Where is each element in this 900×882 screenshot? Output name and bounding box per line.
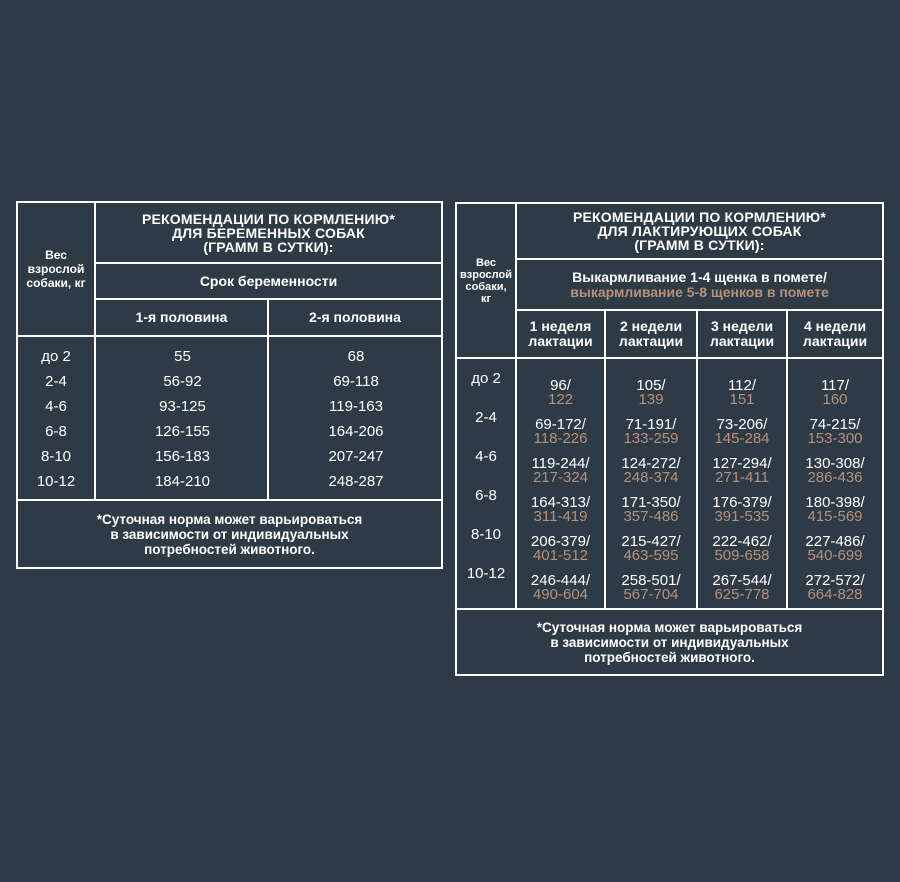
pregnant-feeding-table [16,201,443,569]
table-row [16,444,443,469]
week-header-line2: лактации [528,333,593,349]
note-cell [16,499,443,569]
value-5-8-puppies: 625-778 [714,585,770,603]
value-5-8-puppies: 286-436 [807,468,863,486]
value-cell [623,412,678,451]
value-cell [621,451,680,490]
value-5-8-puppies: 139 [638,390,664,408]
weight-cell: 8-10 [40,448,72,465]
note-line-3: потребностей животного. [584,649,755,665]
value-cell [805,490,864,529]
value-1-4-puppies: 112/ [727,376,757,394]
body-week-col-1 [515,357,606,610]
value-1-4-puppies: 74-215/ [809,415,861,433]
value-5-8-puppies: 567-704 [623,585,679,603]
week-header-1 [515,309,606,359]
note-line-1: *Суточная норма может варьироваться [536,619,803,635]
weight-cell: 6-8 [45,423,67,440]
first-half-cell: 184-210 [154,473,211,490]
value-cell [712,490,771,529]
week-header-line2: лактации [709,333,775,349]
title-line-2: ДЛЯ ЛАКТИРУЮЩИХ СОБАК [597,223,802,239]
body-week-col-3 [696,357,788,610]
week-header-line1: 4 недели [803,318,867,334]
week-header-line1: 1 неделя [529,318,592,334]
title-line-3: (ГРАММ В СУТКИ): [634,237,765,253]
value-1-4-puppies: 105/ [636,376,666,394]
note-line-2: в зависимости от индивидуальных [550,634,789,650]
table-row [16,419,443,444]
first-half-cell: 93-125 [159,398,206,415]
value-cell [531,529,590,568]
lactating-feeding-table [455,202,884,676]
value-cell [531,451,589,490]
value-1-4-puppies: 267-544/ [712,571,772,589]
weight-cell: 4-6 [45,398,67,415]
value-5-8-puppies: 271-411 [715,468,769,486]
col1-header: 1-я половина [135,309,228,325]
value-5-8-puppies: 248-374 [623,468,679,486]
value-5-8-puppies: 463-595 [623,546,679,564]
body-week-col-4 [786,357,884,610]
value-1-4-puppies: 227-486/ [805,532,865,550]
value-cell [712,451,771,490]
litter-line-2: выкармливание 5-8 щенков в помете [570,283,829,300]
value-1-4-puppies: 124-272/ [621,454,681,472]
title-cell [515,202,884,260]
table-row [16,344,443,369]
value-5-8-puppies: 401-512 [532,546,589,564]
week-header-line2: лактации [802,333,868,349]
value-cell [636,373,665,412]
value-5-8-puppies: 145-284 [714,429,770,447]
table-row [16,469,443,494]
period-header: Срок беременности [199,272,338,289]
note-line-1: *Суточная норма может варьироваться [96,511,363,527]
value-5-8-puppies: 133-259 [623,429,679,447]
value-1-4-puppies: 258-501/ [621,571,681,589]
value-1-4-puppies: 96/ [550,376,571,394]
title-line-3: (ГРАММ В СУТКИ): [203,238,334,255]
week-header-line2: лактации [618,333,684,349]
col2-header: 2-я половина [309,309,401,325]
weight-cell: 4-6 [475,448,497,465]
value-5-8-puppies: 217-324 [532,468,589,486]
value-5-8-puppies: 160 [822,390,848,408]
value-cell [728,373,756,412]
value-5-8-puppies: 540-699 [807,546,863,564]
value-1-4-puppies: 127-294/ [712,454,772,472]
value-1-4-puppies: 272-572/ [805,571,865,589]
value-1-4-puppies: 130-308/ [805,454,865,472]
weight-cell: 2-4 [475,409,497,426]
note-line-3: потребностей животного. [144,541,315,557]
weight-header-cell [455,202,517,359]
title-cell [94,201,443,264]
value-5-8-puppies: 415-569 [807,507,863,525]
first-half-cell: 55 [174,348,191,365]
value-cell [531,568,590,607]
table-row [16,369,443,394]
value-5-8-puppies: 118-226 [533,429,588,447]
value-1-4-puppies: 119-244/ [531,454,590,472]
value-cell [807,412,862,451]
week-header-3 [696,309,788,359]
pregnant-data-rows [16,344,443,494]
value-5-8-puppies: 122 [547,390,574,408]
period-header-cell [94,262,443,300]
first-half-cell: 56-92 [163,373,202,390]
note-line-2: в зависимости от индивидуальных [110,526,349,542]
litter-header-cell [515,258,884,311]
weight-labels [455,371,517,605]
value-cell [712,568,771,607]
second-half-cell: 248-287 [328,473,384,490]
body-week-col-2 [604,357,698,610]
first-half-cell: 126-155 [154,423,211,440]
value-5-8-puppies: 391-535 [714,507,770,525]
value-cell [805,568,864,607]
value-1-4-puppies: 171-350/ [621,493,681,511]
value-1-4-puppies: 206-379/ [530,532,591,550]
value-5-8-puppies: 357-486 [623,507,679,525]
value-cell [621,568,680,607]
weight-header: Вес взрослой собаки, кг [26,248,86,290]
value-1-4-puppies: 164-313/ [530,493,591,511]
weight-cell: 8-10 [470,526,502,543]
value-5-8-puppies: 509-658 [714,546,770,564]
weight-cell: до 2 [41,348,71,365]
value-5-8-puppies: 311-419 [533,507,588,525]
value-1-4-puppies: 176-379/ [712,493,772,511]
value-1-4-puppies: 73-206/ [716,415,768,433]
weight-header: Вес взрослой собаки, кг [460,256,512,305]
second-half-cell: 207-247 [328,448,384,465]
value-cell [621,529,680,568]
value-cell [805,451,864,490]
week-header-4 [786,309,884,359]
value-cell [621,490,680,529]
second-half-cell: 119-163 [329,398,383,415]
weight-cell: 6-8 [475,487,497,504]
value-cell [548,373,573,412]
weight-cell: 2-4 [45,373,67,390]
weight-cell: 10-12 [36,473,76,490]
value-cell [712,529,771,568]
value-1-4-puppies: 215-427/ [621,532,681,550]
value-1-4-puppies: 180-398/ [805,493,865,511]
value-cell [805,529,864,568]
title-line-1: РЕКОМЕНДАЦИИ ПО КОРМЛЕНИЮ* [141,210,396,227]
second-half-cell: 69-118 [333,373,379,390]
value-5-8-puppies: 151 [729,390,755,408]
col1-header-cell [94,298,269,337]
second-half-cell: 68 [347,348,365,365]
second-half-cell: 164-206 [328,423,384,440]
value-1-4-puppies: 222-462/ [712,532,772,550]
value-cell [531,490,590,529]
week-header-line1: 2 недели [619,318,683,334]
title-line-1: РЕКОМЕНДАЦИИ ПО КОРМЛЕНИЮ* [572,209,827,225]
first-half-cell: 156-183 [154,448,211,465]
value-1-4-puppies: 246-444/ [530,571,591,589]
title-line-2: ДЛЯ БЕРЕМЕННЫХ СОБАК [172,224,365,241]
value-cell [534,412,588,451]
value-cell [821,373,849,412]
value-5-8-puppies: 490-604 [532,585,589,603]
value-1-4-puppies: 71-191/ [625,415,677,433]
week-header-2 [604,309,698,359]
value-cell [714,412,769,451]
weight-cell: до 2 [471,370,501,387]
weight-header-cell [16,201,96,337]
week-header-line1: 3 недели [710,318,774,334]
col2-header-cell [267,298,443,337]
value-1-4-puppies: 69-172/ [535,415,586,433]
litter-line-1: Выкармливание 1-4 щенка в помете/ [572,268,827,285]
weight-cell: 10-12 [466,565,506,582]
value-1-4-puppies: 117/ [820,376,850,394]
note-cell [455,608,884,676]
value-5-8-puppies: 153-300 [807,429,863,447]
table-row [16,394,443,419]
value-5-8-puppies: 664-828 [807,585,863,603]
